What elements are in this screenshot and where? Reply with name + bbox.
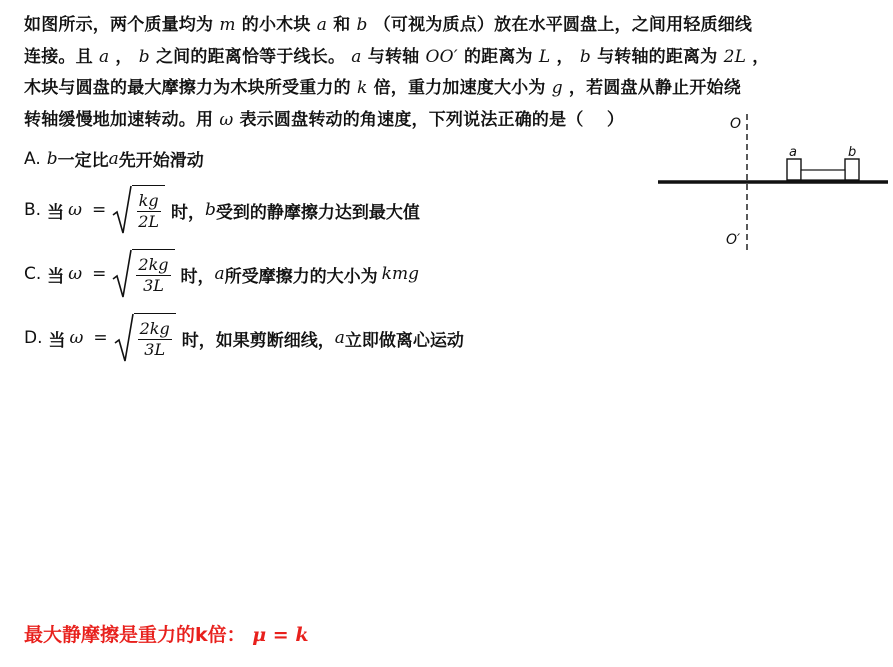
block-b (845, 159, 859, 180)
text: ， (115, 46, 133, 67)
text: 的距离为 (463, 46, 533, 67)
question-line-3 (24, 73, 884, 105)
var-axis: OO′ (425, 46, 458, 67)
var-omega: ω (69, 328, 84, 348)
var-a: a (334, 328, 345, 348)
text: 表示圆盘转动的角速度，下列说法正确的是（ ） (239, 109, 625, 130)
text: 与转轴的距离为 (597, 46, 718, 67)
var-b: b (46, 148, 58, 169)
text: 时， (180, 266, 215, 287)
fraction (136, 191, 161, 232)
text: 立即做离心运动 (344, 330, 464, 351)
equals-sign: = (91, 200, 107, 220)
option-d[interactable] (24, 313, 464, 363)
option-b[interactable] (24, 185, 420, 235)
text: 当 (48, 330, 66, 351)
fraction (136, 255, 170, 296)
text: 时， (171, 202, 206, 223)
text: 与转轴 (367, 46, 420, 67)
var-mu: μ (252, 624, 267, 646)
text: ， (556, 46, 574, 67)
label-o-prime: O′ (726, 232, 741, 248)
text: 受到的静摩擦力达到最大值 (215, 202, 420, 223)
text: 所受摩擦力的大小为 (224, 266, 378, 287)
equals-sign: = (266, 624, 296, 646)
sqrt-expression (114, 313, 176, 363)
radical-sign (112, 249, 132, 299)
equals-sign: = (93, 328, 108, 348)
radical-sign (112, 185, 132, 235)
option-key: D. (24, 328, 43, 348)
radicand (134, 313, 176, 363)
fraction-denominator: 3L (144, 340, 166, 359)
var-k: k (295, 624, 309, 646)
text: 如图所示，两个质量均为 (24, 15, 214, 35)
fraction-denominator: 3L (143, 276, 164, 295)
var-b: b (138, 46, 150, 67)
text: （可视为质点）放在水平圆盘上，之间用轻质细线 (373, 15, 753, 35)
var-L: L (538, 46, 551, 67)
text: 倍，重力加速度大小为 (373, 78, 546, 98)
text: 一定比 (57, 151, 109, 171)
option-key: C. (24, 264, 42, 284)
var-a: a (214, 264, 225, 284)
var-2L: 2L (723, 46, 747, 67)
text: 之间的距离恰等于线长。 (155, 46, 346, 67)
var-b: b (356, 15, 368, 35)
text: 先开始滑动 (118, 151, 204, 171)
radicand (132, 185, 165, 235)
text: ，若圆盘从静止开始绕 (568, 78, 741, 98)
radicand (132, 249, 174, 299)
text: 的小木块 (241, 15, 311, 35)
option-a[interactable] (24, 146, 204, 171)
disk-diagram (650, 110, 890, 260)
var-a: a (98, 46, 110, 67)
text: ， (752, 46, 770, 67)
var-a: a (316, 15, 328, 35)
radical-sign (114, 313, 134, 363)
hint-note (24, 620, 309, 647)
var-m: m (219, 15, 236, 35)
var-a: a (351, 46, 362, 67)
var-g: g (551, 78, 563, 98)
option-c[interactable] (24, 249, 419, 299)
text: 木块与圆盘的最大摩擦力为木块所受重力的 (24, 78, 351, 98)
sqrt-expression (112, 249, 174, 299)
fraction-numerator: kg (138, 191, 159, 210)
var-b: b (205, 200, 216, 220)
text: 当 (47, 266, 65, 287)
label-a: a (789, 145, 797, 160)
text: 转轴缓慢地加速转动。用 (24, 109, 214, 130)
option-key: A. (24, 148, 41, 169)
equals-sign: = (92, 264, 107, 284)
var-b: b (579, 46, 591, 67)
var-kmg: kmg (381, 264, 419, 284)
fraction-numerator: 2kg (139, 319, 170, 338)
var-a: a (108, 148, 119, 169)
hint-text: 最大静摩擦是重力的k倍： (24, 624, 246, 646)
fraction (138, 319, 172, 360)
fraction-numerator: 2kg (138, 255, 169, 274)
text: 当 (47, 202, 65, 223)
block-a (787, 159, 801, 180)
string (801, 170, 845, 180)
fraction-denominator: 2L (138, 212, 160, 231)
text: 时，如果剪断细线， (181, 330, 335, 351)
option-key: B. (24, 200, 42, 220)
var-omega: ω (68, 200, 82, 220)
question-line-2 (24, 42, 884, 74)
label-o: O (730, 116, 742, 132)
var-k: k (356, 78, 368, 98)
var-omega: ω (68, 264, 83, 284)
question-line-1 (24, 10, 884, 42)
var-omega: ω (219, 109, 234, 130)
sqrt-expression (112, 185, 165, 235)
text: 和 (333, 15, 351, 35)
text: 连接。且 (24, 46, 93, 67)
label-b: b (848, 145, 857, 160)
